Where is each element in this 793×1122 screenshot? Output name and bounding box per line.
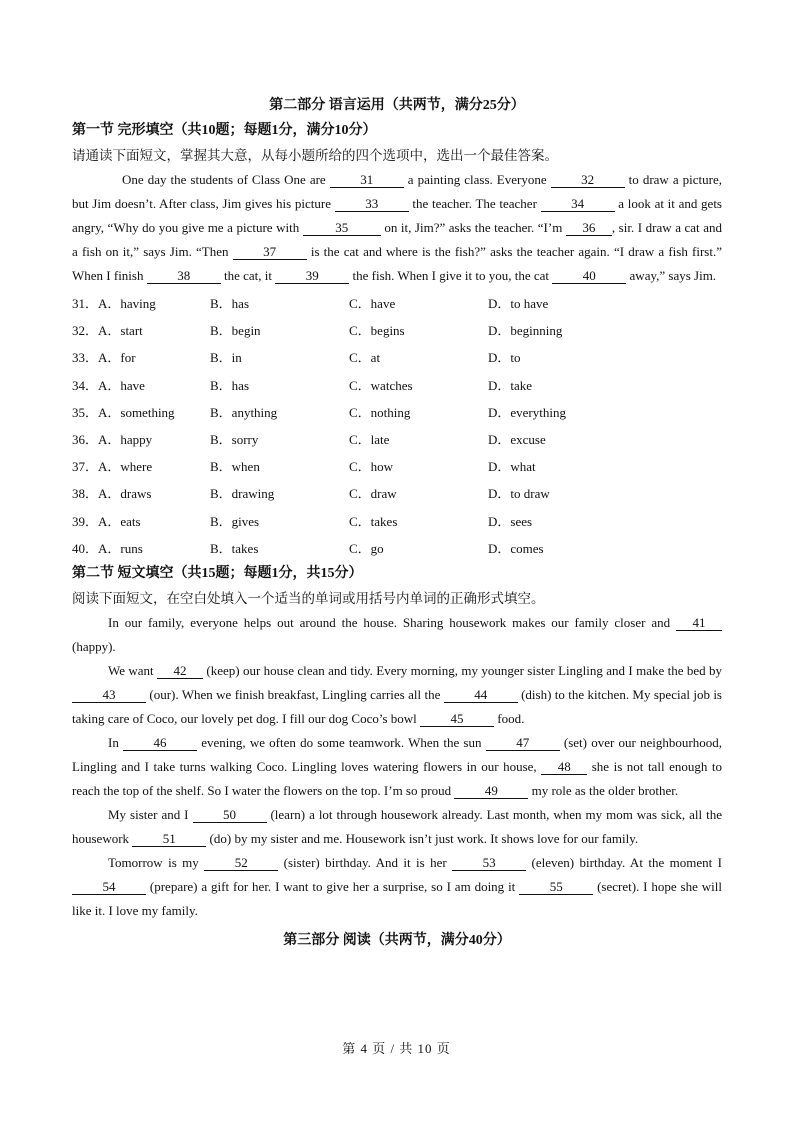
- option-row-32: [72, 317, 722, 344]
- blank-47[interactable]: 47: [486, 735, 560, 751]
- passage-paragraph-3: In 46 evening, we often do some teamwork. When the sun 47 (set) over our neighbourhood, Lingling and I take turns walking Coco. Lingling loves watering flowers in our house, 48 she is not tall enough to reach the top of the shelf. So I water the flowers on the top. I’m so proud 49 my role as the older brother.: [72, 734, 722, 798]
- part2-title: 第二部分 语言运用（共两节，满分25分）: [269, 98, 525, 113]
- options-list: [72, 290, 722, 562]
- option-c[interactable]: C．begins: [349, 323, 405, 339]
- option-a[interactable]: 37．A．where: [72, 459, 153, 475]
- option-b[interactable]: B．takes: [210, 540, 259, 556]
- option-c[interactable]: C．how: [349, 459, 394, 475]
- option-row-38: [72, 480, 722, 507]
- option-row-36: [72, 426, 722, 453]
- option-a[interactable]: 34．A．have: [72, 377, 145, 393]
- passage-paragraph-5: Tomorrow is my 52 (sister) birthday. And it is her 53 (eleven) birthday. At the moment I 54 (prepare) a gift for her. I want to give her a surprise, so I am doing it 55 (secret). I hope she will like it. I love my family.: [72, 854, 722, 918]
- blank-55[interactable]: 55: [519, 879, 593, 895]
- option-b[interactable]: B．drawing: [210, 486, 275, 502]
- blank-33[interactable]: 33: [335, 196, 409, 212]
- blank-44[interactable]: 44: [444, 687, 518, 703]
- blank-31[interactable]: 31: [330, 172, 404, 188]
- option-d[interactable]: D．take: [488, 377, 533, 393]
- option-d[interactable]: D．to have: [488, 296, 549, 311]
- passage-paragraph-2: We want 42 (keep) our house clean and tidy. Every morning, my younger sister Lingling and I make the bed by 43 (our). When we finish breakfast, Lingling carries all the 44 (dish) to the kitchen. My special job is taking care of Coco, our lovely pet dog. I fill our dog Coco’s bowl 45 food.: [72, 662, 722, 726]
- blank-48[interactable]: 48: [541, 759, 587, 775]
- blank-51[interactable]: 51: [132, 831, 206, 847]
- option-a[interactable]: 38．A．draws: [72, 486, 152, 502]
- option-a[interactable]: 32．A．start: [72, 323, 143, 339]
- option-b[interactable]: B．when: [210, 459, 260, 475]
- blank-41[interactable]: 41: [676, 615, 722, 631]
- blank-46[interactable]: 46: [123, 735, 197, 751]
- option-b[interactable]: B．gives: [210, 513, 260, 529]
- option-row-33: [72, 344, 722, 371]
- blank-36[interactable]: 36: [566, 220, 612, 236]
- option-row-40: [72, 535, 722, 562]
- option-b[interactable]: B．in: [210, 350, 242, 366]
- blank-38[interactable]: 38: [147, 268, 221, 284]
- section2-instruction: 阅读下面短文，在空白处填入一个适当的单词或用括号内单词的正确形式填空。: [72, 590, 545, 606]
- option-a[interactable]: 36．A．happy: [72, 431, 153, 447]
- blank-54[interactable]: 54: [72, 879, 146, 895]
- option-a[interactable]: 35．A．something: [72, 404, 175, 420]
- option-b[interactable]: B．begin: [210, 323, 261, 339]
- blank-39[interactable]: 39: [275, 268, 349, 284]
- option-b[interactable]: B．has: [210, 296, 250, 311]
- blank-32[interactable]: 32: [551, 172, 625, 188]
- exam-page: [72, 88, 722, 954]
- option-row-39: [72, 508, 722, 535]
- option-row-31: [72, 290, 722, 317]
- option-a[interactable]: 40．A．runs: [72, 540, 143, 556]
- part3-title: 第三部分 阅读（共两节，满分40分）: [283, 932, 511, 948]
- cloze-passage: One day the students of Class One are 31 a painting class. Everyone 32 to draw a picture, but Jim doesn’t. After class, Jim gives his picture 33 the teacher. The teacher 34 a look at it and gets angry, “Why do you give me a picture with 35 on it, Jim?” asks the teacher. “I’m 36 , sir. I draw a cat and a fish on it,” says Jim. “Then 37 is the cat and where is the fish?” asks the teacher again. “I draw a fish first.” When I finish 38 the cat, it 39 the fish. When I give it to you, the cat 40 away,” says Jim.: [72, 172, 722, 283]
- page-footer: 第 4 页 / 共 10 页: [342, 1041, 451, 1056]
- option-d[interactable]: D．what: [488, 459, 536, 475]
- option-d[interactable]: D．everything: [488, 404, 566, 420]
- blank-53[interactable]: 53: [452, 855, 526, 871]
- option-d[interactable]: D．excuse: [488, 431, 546, 447]
- blank-49[interactable]: 49: [454, 783, 528, 799]
- passage-paragraph-1: In our family, everyone helps out around the house. Sharing housework makes our family closer and 41 (happy).: [72, 611, 722, 659]
- option-a[interactable]: 39．A．eats: [72, 513, 141, 529]
- blank-42[interactable]: 42: [157, 663, 203, 679]
- option-c[interactable]: C．takes: [349, 513, 398, 529]
- option-a[interactable]: 33．A．for: [72, 350, 136, 366]
- option-row-37: [72, 453, 722, 480]
- option-row-35: [72, 399, 722, 426]
- option-d[interactable]: D．comes: [488, 540, 544, 556]
- option-a[interactable]: 31．A．having: [72, 296, 156, 311]
- blank-50[interactable]: 50: [193, 807, 267, 823]
- blank-35[interactable]: 35: [303, 220, 381, 236]
- option-c[interactable]: C．have: [349, 296, 396, 311]
- option-d[interactable]: D．sees: [488, 513, 533, 529]
- blank-43[interactable]: 43: [72, 687, 146, 703]
- blank-52[interactable]: 52: [204, 855, 278, 871]
- option-row-34: [72, 372, 722, 399]
- option-d[interactable]: D．to: [488, 350, 521, 366]
- section1-instruction: 请通读下面短文，掌握其大意，从每小题所给的四个选项中，选出一个最佳答案。: [72, 148, 558, 163]
- option-b[interactable]: B．anything: [210, 404, 278, 420]
- option-c[interactable]: C．go: [349, 540, 384, 556]
- blank-37[interactable]: 37: [233, 244, 307, 260]
- passage-paragraph-4: My sister and I 50 (learn) a lot through housework already. Last month, when my mom was sick, all the housework 51 (do) by my sister and me. Housework isn’t just work. It shows love for our family.: [72, 806, 722, 846]
- option-c[interactable]: C．draw: [349, 486, 397, 502]
- option-b[interactable]: B．sorry: [210, 431, 259, 447]
- option-c[interactable]: C．watches: [349, 377, 413, 393]
- option-d[interactable]: D．beginning: [488, 323, 563, 339]
- blank-45[interactable]: 45: [420, 711, 494, 727]
- option-c[interactable]: C．nothing: [349, 404, 411, 420]
- option-c[interactable]: C．late: [349, 431, 390, 447]
- section2-title: 第二节 短文填空（共15题；每题1分，共15分）: [72, 565, 363, 581]
- option-d[interactable]: D．to draw: [488, 486, 550, 502]
- option-c[interactable]: C．at: [349, 350, 381, 366]
- blank-34[interactable]: 34: [541, 196, 615, 212]
- option-b[interactable]: B．has: [210, 377, 250, 393]
- section1-title: 第一节 完形填空（共10题；每题1分，满分10分）: [72, 123, 377, 138]
- blank-40[interactable]: 40: [552, 268, 626, 284]
